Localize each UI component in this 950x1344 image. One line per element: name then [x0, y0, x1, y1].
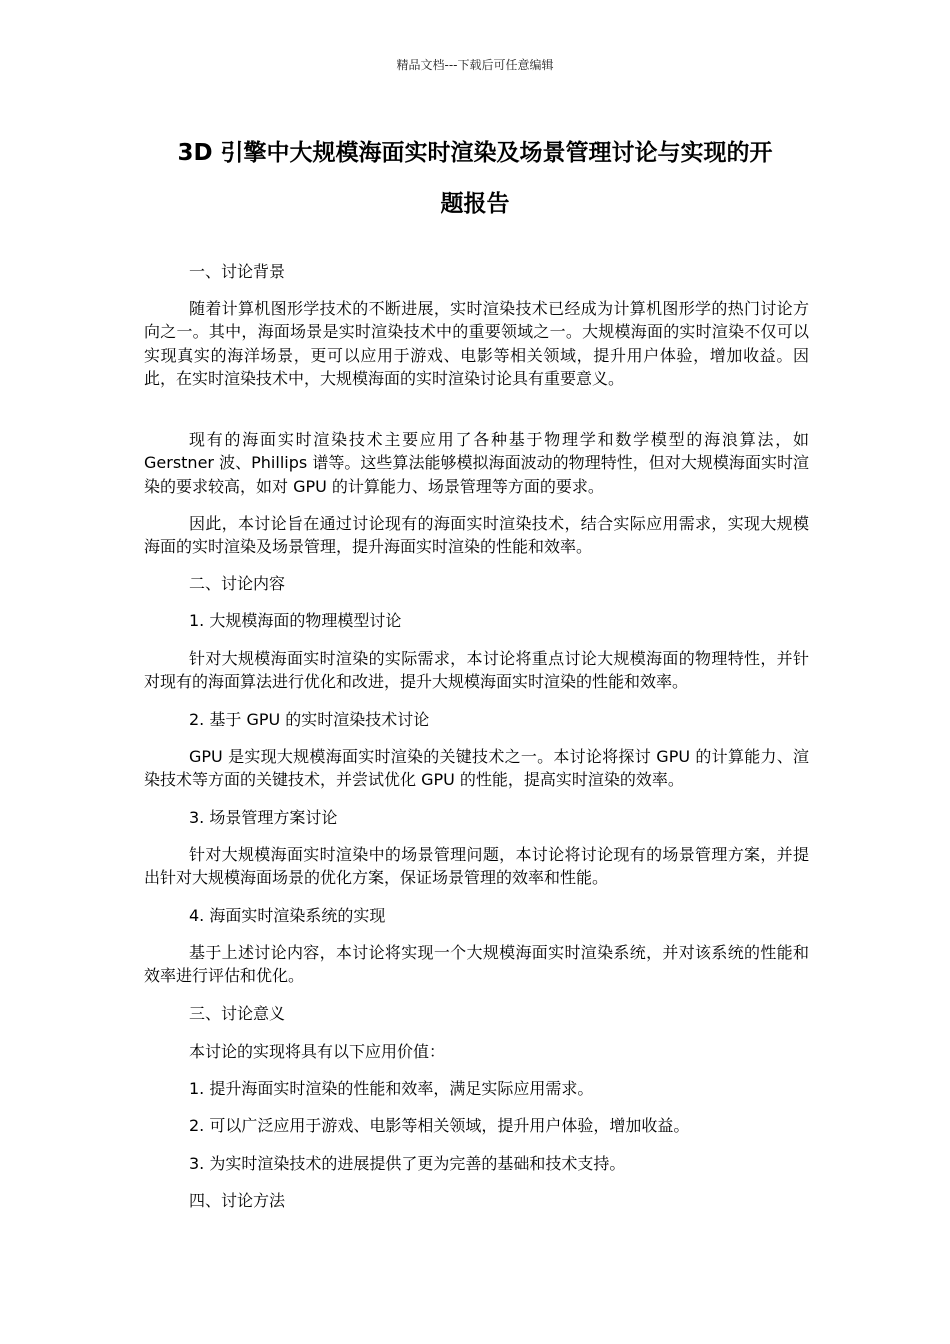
- content-item-3-text: 针对大规模海面实时渲染中的场景管理问题，本讨论将讨论现有的场景管理方案，并提出针对大规模海面场景的优化方案，保证场景管理的效率和性能。: [144, 845, 809, 888]
- paragraph-background-3: 因此，本讨论旨在通过讨论现有的海面实时渲染技术，结合实际应用需求，实现大规模海面的实时渲染及场景管理，提升海面实时渲染的性能和效率。: [144, 514, 809, 557]
- section-heading-significance: 三、讨论意义: [189, 1004, 286, 1023]
- content-item-4-title: 4. 海面实时渲染系统的实现: [189, 906, 386, 925]
- content-item-2-text: GPU 是实现大规模海面实时渲染的关键技术之一。本讨论将探讨 GPU 的计算能力、渲染技术等方面的关键技术，并尝试优化 GPU 的性能，提高实时渲染的效率。: [144, 747, 809, 790]
- document-title-line-2: 题报告: [440, 191, 510, 217]
- paragraph-background-1: 随着计算机图形学技术的不断进展，实时渲染技术已经成为计算机图形学的热门讨论方向之一。其中，海面场景是实时渲染技术中的重要领域之一。大规模海面的实时渲染不仅可以实现真实的海洋场景，更可以应用于游戏、电影等相关领域，提升用户体验，增加收益。因此，在实时渲染技术中，大规模海面的实时渲染讨论具有重要意义。: [144, 299, 809, 388]
- significance-item-3: 3. 为实时渲染技术的进展提供了更为完善的基础和技术支持。: [189, 1154, 626, 1173]
- significance-item-2: 2. 可以广泛应用于游戏、电影等相关领域，提升用户体验，增加收益。: [189, 1116, 690, 1135]
- significance-item-1: 1. 提升海面实时渲染的性能和效率，满足实际应用需求。: [189, 1079, 594, 1098]
- significance-intro: 本讨论的实现将具有以下应用价值：: [189, 1042, 446, 1061]
- section-heading-content: 二、讨论内容: [189, 574, 286, 593]
- content-item-2-title: 2. 基于 GPU 的实时渲染技术讨论: [189, 710, 430, 729]
- content-item-1-text: 针对大规模海面实时渲染的实际需求，本讨论将重点讨论大规模海面的物理特性，并针对现有的海面算法进行优化和改进，提升大规模海面实时渲染的性能和效率。: [144, 649, 809, 692]
- section-heading-background: 一、讨论背景: [189, 262, 286, 281]
- section-heading-method: 四、讨论方法: [189, 1191, 286, 1210]
- header-note: 精品文档---下载后可任意编辑: [396, 58, 554, 72]
- content-item-3-title: 3. 场景管理方案讨论: [189, 808, 338, 827]
- content-item-1-title: 1. 大规模海面的物理模型讨论: [189, 611, 402, 630]
- document-title-line-1: 3D 引擎中大规模海面实时渲染及场景管理讨论与实现的开: [177, 140, 773, 166]
- paragraph-background-2: 现有的海面实时渲染技术主要应用了各种基于物理学和数学模型的海浪算法，如 Gerstner 波、Phillips 谱等。这些算法能够模拟海面波动的物理特性，但对大规模海面实时渲染的要求较高，如对 GPU 的计算能力、场景管理等方面的要求。: [144, 430, 809, 496]
- content-item-4-text: 基于上述讨论内容，本讨论将实现一个大规模海面实时渲染系统，并对该系统的性能和效率进行评估和优化。: [144, 943, 809, 986]
